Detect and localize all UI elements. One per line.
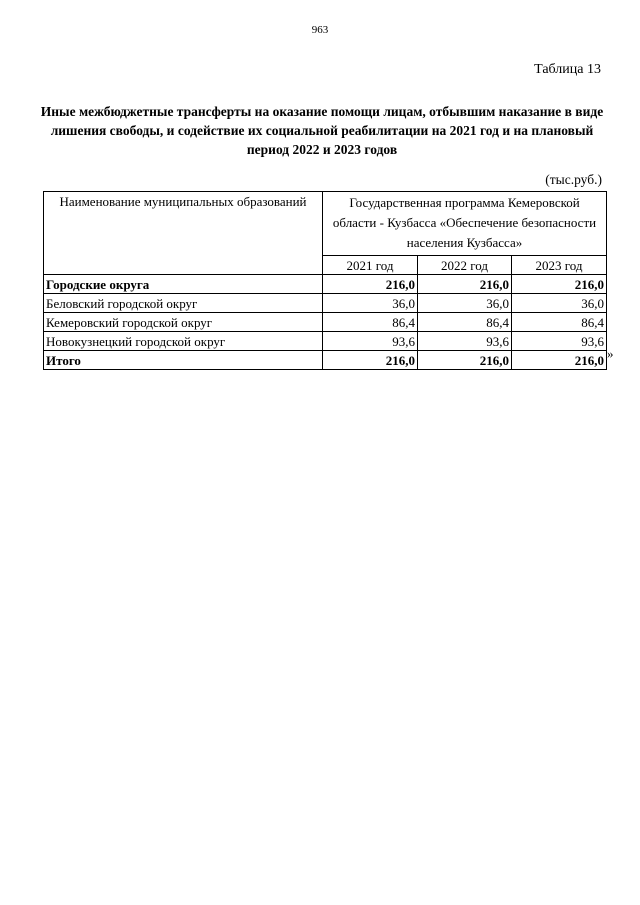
col-name-header: Наименование муниципальных образований <box>44 192 323 275</box>
table-row <box>44 275 607 294</box>
value-cell: 216,0 <box>323 275 418 294</box>
page-number: 963 <box>311 24 329 36</box>
header-row <box>44 192 607 256</box>
value-cell: 216,0 <box>512 275 607 294</box>
row-name-cell: Кемеровский городской округ <box>44 313 323 332</box>
row-name-cell: Беловский городской округ <box>44 294 323 313</box>
table-row <box>44 294 607 313</box>
value-cell: 216,0 <box>512 351 607 370</box>
value-cell: 36,0 <box>418 294 512 313</box>
table-row <box>44 332 607 351</box>
units-label: (тыс.руб.) <box>545 172 602 187</box>
row-name-cell: Новокузнецкий городской округ <box>44 332 323 351</box>
program-header: Государственная программа Кемеровской области - Кузбасса «Обеспечение безопасности населения Кузбасса» <box>323 192 607 256</box>
value-cell: 93,6 <box>323 332 418 351</box>
row-name-cell: Итого <box>44 351 323 370</box>
value-cell: 93,6 <box>418 332 512 351</box>
year-header: 2022 год <box>418 256 512 275</box>
year-header: 2023 год <box>512 256 607 275</box>
value-cell: 36,0 <box>512 294 607 313</box>
value-cell: 216,0 <box>323 351 418 370</box>
transfers-table <box>43 191 607 370</box>
value-cell: 36,0 <box>323 294 418 313</box>
year-header: 2021 год <box>323 256 418 275</box>
table-row <box>44 351 607 370</box>
value-cell: 216,0 <box>418 275 512 294</box>
value-cell: 86,4 <box>323 313 418 332</box>
value-cell: 216,0 <box>418 351 512 370</box>
value-cell: 86,4 <box>512 313 607 332</box>
table-row <box>44 313 607 332</box>
table-label: Таблица 13 <box>534 62 601 77</box>
value-cell: 86,4 <box>418 313 512 332</box>
closing-quote: » <box>607 346 614 361</box>
document-title: Иные межбюджетные трансферты на оказание помощи лицам, отбывшим наказание в виде лишения свободы, и содействие их социальной реабилитации на 2021 год и на плановый период 2022 и 2023 годов <box>40 104 604 157</box>
row-name-cell: Городские округа <box>44 275 323 294</box>
value-cell: 93,6 <box>512 332 607 351</box>
